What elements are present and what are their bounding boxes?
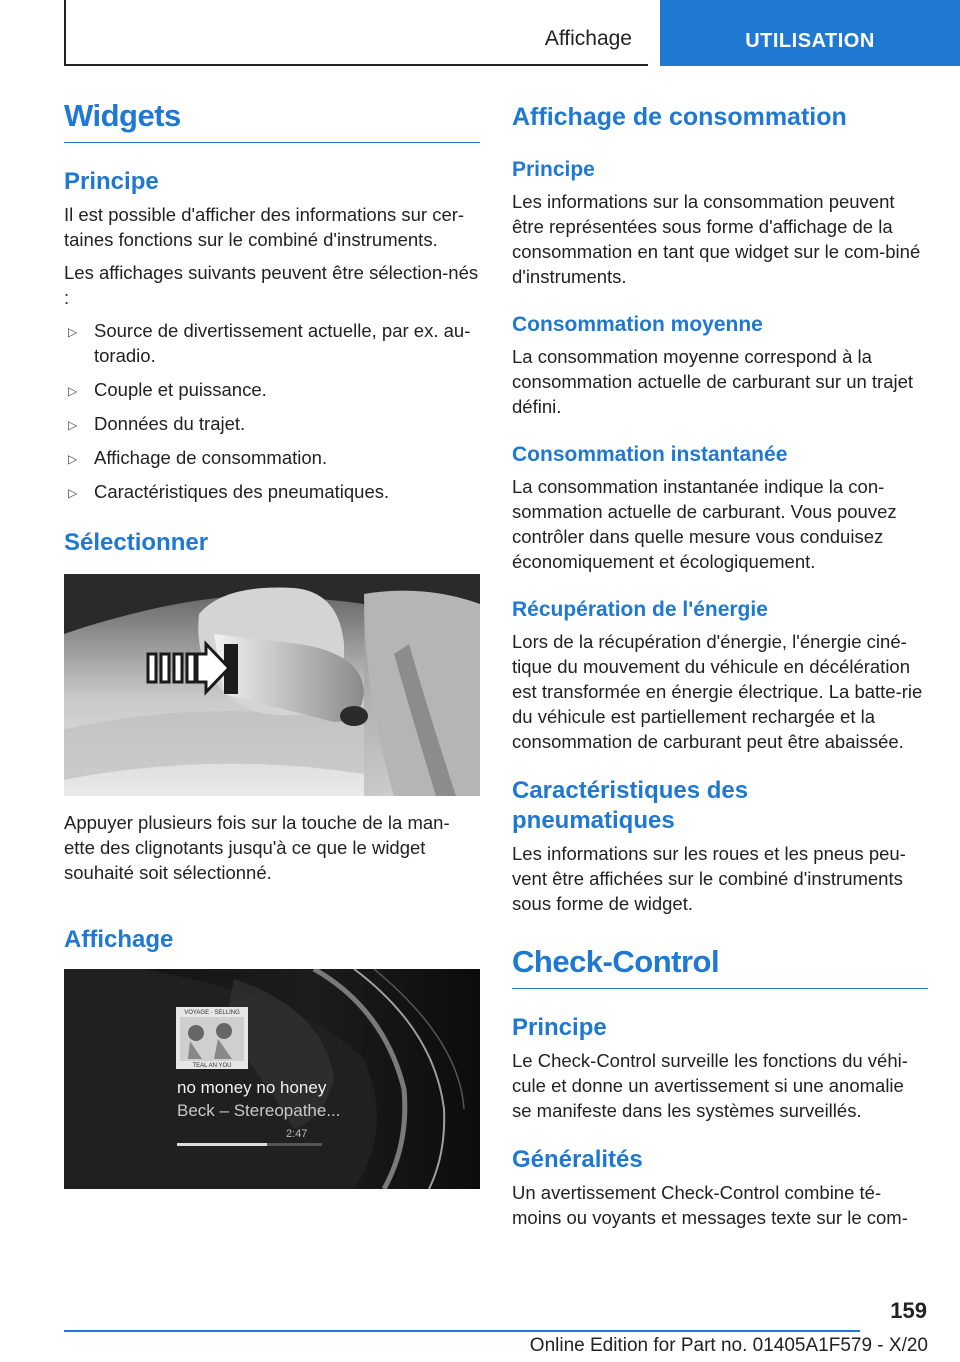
principe-text-2: Les affichages suivants peuvent être sélection-nés : [64,262,479,308]
footer-edition: Online Edition for Part no. 01405A1F579 - X/20 [529,1335,928,1356]
recuperation-energie-text: Lors de la récupération d'énergie, l'énergie ciné-tique du mouvement du véhicule en décélération est transformée en énergie électrique. La batte-rie du véhicule est partiellement rechargée et la consommation de carburant peut être abaissée. [512,631,923,752]
check-control-principe-heading: Principe [512,1014,607,1041]
consommation-moyenne-text: La consommation moyenne correspond à la consommation actuelle de carburant sur un trajet défini. [512,346,914,417]
left-column [64,98,480,1189]
triangle-bullet-icon: ▷ [68,418,78,432]
song-artist: Beck – Stereopathe... [177,1101,341,1120]
song-title: no money no honey [177,1078,327,1097]
header-rule-horizontal [64,64,648,66]
album-art-top-text: VOYAGE · SELLING [184,1010,240,1016]
triangle-bullet-icon: ▷ [68,486,78,500]
check-control-title: Check-Control [512,944,928,989]
turn-signal-stalk-illustration [64,574,480,796]
header-section [66,0,648,64]
header-chapter-tab [660,0,960,66]
consommation-principe-heading: Principe [512,158,595,181]
turn-signal-stalk-figure [64,574,480,796]
triangle-bullet-icon: ▷ [68,452,78,466]
instrument-cluster-figure [64,969,480,1189]
consommation-instantanee-text: La consommation instantanée indique la con-sommation actuelle de carburant. Vous pouvez contrôler dans quelle mesure vous conduisez économiquement et écologiquement. [512,476,897,572]
widget-list [64,318,480,504]
consommation-instantanee-heading: Consommation instantanée [512,443,788,466]
instrument-cluster-display [64,969,480,1189]
list-item: ▷ Source de divertissement actuelle, par ex. au-toradio. [68,320,471,366]
list-item: ▷ Couple et puissance. [64,377,480,402]
widgets-title: Widgets [64,98,480,143]
caracteristiques-pneumatiques-text: Les informations sur les roues et les pneus peu-vent être affichées sur le combiné d'instruments sous forme de widget. [512,843,906,914]
selectionner-heading: Sélectionner [64,529,209,556]
right-column [512,98,928,1230]
song-time: 2:47 [286,1128,308,1140]
recuperation-energie-heading: Récupération de l'énergie [512,598,768,621]
header-chapter-label: UTILISATION [745,30,875,52]
consommation-principe-text: Les informations sur la consommation peuvent être représentées sous forme d'affichage de la consommation en tant que widget sur le com-biné d'instruments. [512,191,921,287]
affichage-consommation-heading: Affichage de consommation [512,103,847,131]
affichage-heading: Affichage [64,926,174,953]
list-item: ▷ Affichage de consommation. [64,445,480,470]
caracteristiques-pneumatiques-heading: Caractéristiques des pneumatiques [512,777,749,834]
triangle-bullet-icon: ▷ [68,384,78,398]
principe-heading: Principe [64,168,159,195]
album-art-bottom-text: TEAL AN YOU [192,1063,232,1069]
header-section-label: Affichage [544,27,632,50]
page-number: 159 [890,1298,927,1323]
check-control-principe-text: Le Check-Control surveille les fonctions du véhi-cule et donne un avertissement si une anomalie se manifeste dans les systèmes surveillés. [512,1050,908,1121]
selectionner-text: Appuyer plusieurs fois sur la touche de la man-ette des clignotants jusqu'à ce que le widget souhaité soit sélectionné. [64,812,450,883]
footer-rule [64,1330,860,1332]
triangle-bullet-icon: ▷ [68,325,78,339]
generalites-heading: Généralités [512,1146,643,1173]
list-item: ▷ Caractéristiques des pneumatiques. [64,479,480,504]
list-item: ▷ Données du trajet. [64,411,480,436]
generalites-text: Un avertissement Check-Control combine té-moins ou voyants et messages texte sur le com- [512,1182,908,1228]
principe-text-1: Il est possible d'afficher des informations sur cer-taines fonctions sur le combiné d'instruments. [64,204,465,250]
consommation-moyenne-heading: Consommation moyenne [512,313,763,336]
